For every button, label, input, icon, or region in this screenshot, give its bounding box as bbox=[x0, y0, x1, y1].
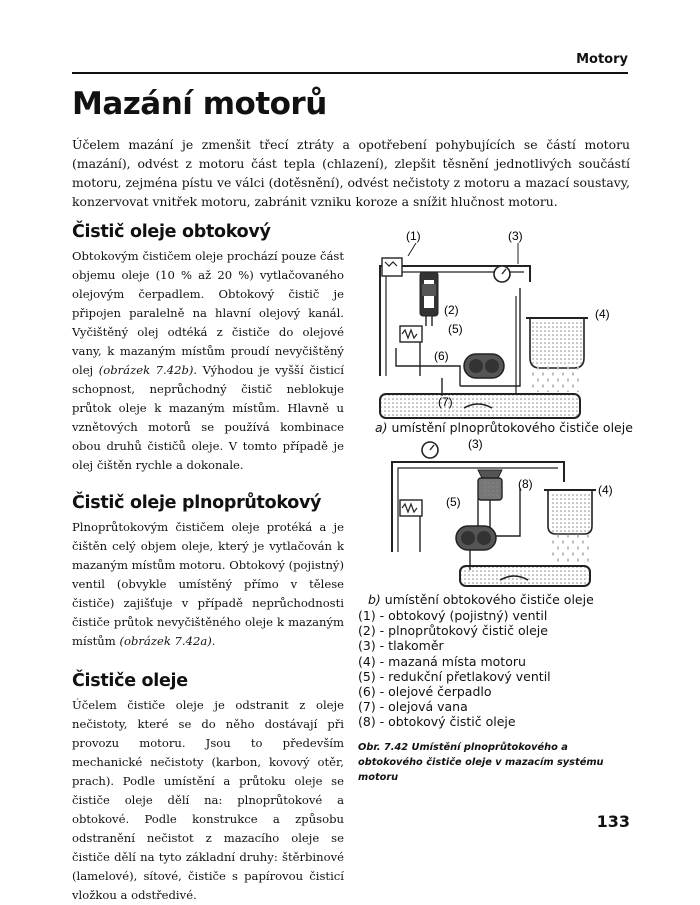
label-a-1: (1) bbox=[406, 229, 421, 243]
oil-pump-b bbox=[456, 526, 496, 550]
label-a-5: (5) bbox=[448, 322, 463, 336]
caption-a-text: umístění plnoprůtokového čističe oleje bbox=[387, 420, 633, 435]
figure-caption: Obr. 7.42 Umístění plnoprůtokového a obtokového čističe oleje v mazacím systému motoru bbox=[358, 742, 604, 783]
caption-b bbox=[368, 592, 594, 607]
page-title: Mazání motorů bbox=[72, 86, 327, 122]
bypass-filter-b bbox=[478, 470, 502, 500]
caption-a-letter: a) bbox=[375, 420, 388, 435]
fullflow-filter-a bbox=[420, 272, 438, 316]
label-a-7: (7) bbox=[438, 395, 453, 409]
figure-ref-a: (obrázek 7.42a) bbox=[119, 634, 212, 648]
bypass-text-a: Obtokovým čističem oleje prochází pouze část objemu oleje (10 % až 20 %) vytlačovaného olejovým čerpadlem. Obtokový čistič je připojen paralelně na hlavní olejový kanál. Vyčištěný olej odtéká z čističe do olejové vany, k mazaným místům proudí nevyčištěný olej bbox=[72, 249, 344, 377]
bypass-text-b: . Výhodou je vyšší čisticí schopnost, neprůchodný čistič neblokuje průtok oleje k mazaným místům. Hlavně u vznětových motorů se používá kombinace obou druhů čističů oleje. V tomto případě je olej čištěn rychle a dokonale. bbox=[72, 363, 344, 472]
label-b-5: (5) bbox=[446, 495, 461, 509]
pressure-gauge-b bbox=[422, 442, 438, 458]
fullflow-text-a: Plnoprůtokovým čističem oleje protéká a je čištěn celý objem oleje, který je vytlačován k mazaným místům motoru. Obtokový (pojistný) ventil (obvykle umístěný přímo v tělese čističe) zajišťuje v případě neprůchodnosti čističe průtok nevyčištěného oleje k mazaným místům bbox=[72, 520, 344, 648]
label-a-6: (6) bbox=[434, 349, 449, 363]
legend-item: (5) - redukční přetlakový ventil bbox=[358, 668, 551, 684]
oil-pan-b bbox=[460, 566, 590, 586]
intro-paragraph: Účelem mazání je zmenšit třecí ztráty a opotřebení pohybujících se částí motoru (mazání), odvést z motoru část tepla (chlazení), zlepšit těsnění jednotlivých součástí motoru, zejména pístu ve válci (dotěsnění), odvést nečistoty z motoru a mazací soustavy, konzervovat vnitřek motoru, zabránit vzniku koroze a snížit hlučnost motoru. bbox=[72, 137, 630, 209]
legend-item: (2) - plnoprůtokový čistič oleje bbox=[358, 623, 548, 639]
bypass-filter-paragraph bbox=[72, 247, 344, 475]
caption-b-letter: b) bbox=[368, 592, 381, 607]
label-a-3: (3) bbox=[508, 229, 523, 243]
legend-item: (6) - olejové čerpadlo bbox=[358, 684, 492, 700]
label-b-4: (4) bbox=[598, 483, 613, 497]
lubrication-diagram bbox=[360, 226, 630, 592]
pressure-gauge-a bbox=[494, 266, 510, 282]
oil-pump-a bbox=[464, 354, 504, 378]
relief-valve-b bbox=[400, 500, 422, 516]
heading-oil-filters: Čističe oleje bbox=[72, 671, 188, 691]
label-a-2: (2) bbox=[444, 303, 459, 317]
heading-bypass-filter: Čistič oleje obtokový bbox=[72, 222, 271, 242]
oil-pan-a bbox=[380, 394, 580, 418]
oil-filters-paragraph: Účelem čističe oleje je odstranit z oleje nečistoty, které se do něho dostávají při provozu motoru. Jsou to především mechanické nečistoty (karbon, kovový otěr, prach). Podle umístění a průtoku oleje se čističe oleje dělí na: plnoprůtokové a obtokové. Podle konstrukce a způsobu odstranění nečistot z mazacího oleje se čističe dělí na tyto základní druhy: štěrbinové (lamelové), sítové, čističe s papírovou čisticí vložkou a odstředivé. bbox=[72, 698, 344, 902]
legend-item: (1) - obtokový (pojistný) ventil bbox=[358, 608, 548, 623]
figure-legend bbox=[358, 608, 551, 730]
section-label: Motory bbox=[576, 52, 628, 67]
text-column bbox=[72, 222, 344, 905]
page-number: 133 bbox=[596, 812, 630, 831]
label-a-4: (4) bbox=[595, 307, 610, 321]
figure-ref-b: (obrázek 7.42b) bbox=[98, 363, 194, 377]
caption-b-text: umístění obtokového čističe oleje bbox=[380, 592, 594, 607]
label-b-3: (3) bbox=[468, 437, 483, 451]
fullflow-filter-paragraph bbox=[72, 518, 344, 651]
bypass-valve-a bbox=[382, 258, 402, 276]
header-rule bbox=[72, 72, 628, 74]
heading-fullflow-filter: Čistič oleje plnoprůtokový bbox=[72, 493, 322, 513]
label-b-8: (8) bbox=[518, 477, 533, 491]
legend-item: (8) - obtokový čistič oleje bbox=[358, 714, 516, 730]
fullflow-text-b: . bbox=[211, 634, 216, 648]
caption-a bbox=[375, 420, 633, 435]
legend-item: (4) - mazaná místa motoru bbox=[358, 653, 526, 669]
legend-item: (7) - olejová vana bbox=[358, 699, 468, 715]
running-head bbox=[72, 52, 628, 72]
relief-valve-a bbox=[400, 326, 422, 342]
legend-item: (3) - tlakoměr bbox=[358, 638, 444, 654]
main-pipe-a bbox=[380, 266, 530, 376]
